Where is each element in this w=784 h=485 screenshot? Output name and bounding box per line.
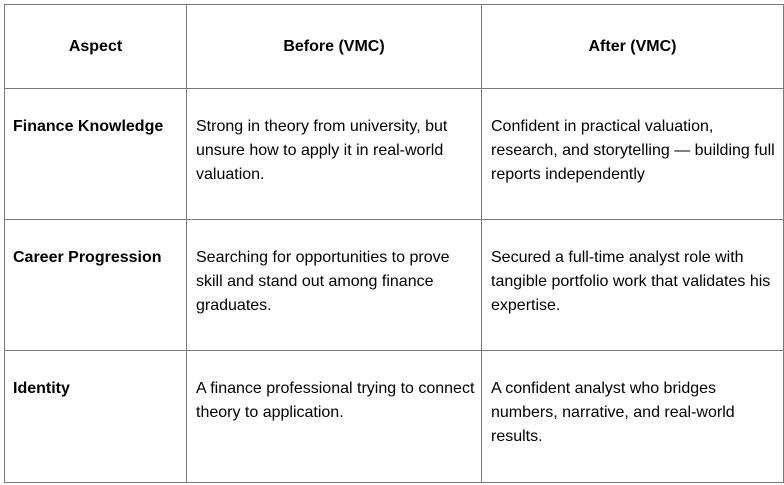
table-row <box>5 351 784 483</box>
comparison-table <box>4 4 784 483</box>
before-cell: Searching for opportunities to prove skill and stand out among finance graduates. <box>187 220 482 351</box>
aspect-cell: Finance Knowledge <box>5 89 187 220</box>
header-aspect: Aspect <box>5 5 187 89</box>
header-before: Before (VMC) <box>187 5 482 89</box>
table-row <box>5 89 784 220</box>
after-cell: Confident in practical valuation, research, and storytelling — building full reports independently <box>482 89 784 220</box>
before-cell: A finance professional trying to connect theory to application. <box>187 351 482 483</box>
before-cell: Strong in theory from university, but unsure how to apply it in real-world valuation. <box>187 89 482 220</box>
after-cell: A confident analyst who bridges numbers, narrative, and real-world results. <box>482 351 784 483</box>
table-header-row <box>5 5 784 89</box>
aspect-cell: Identity <box>5 351 187 483</box>
header-after: After (VMC) <box>482 5 784 89</box>
after-cell: Secured a full-time analyst role with tangible portfolio work that validates his expertise. <box>482 220 784 351</box>
aspect-cell: Career Progression <box>5 220 187 351</box>
table-row <box>5 220 784 351</box>
